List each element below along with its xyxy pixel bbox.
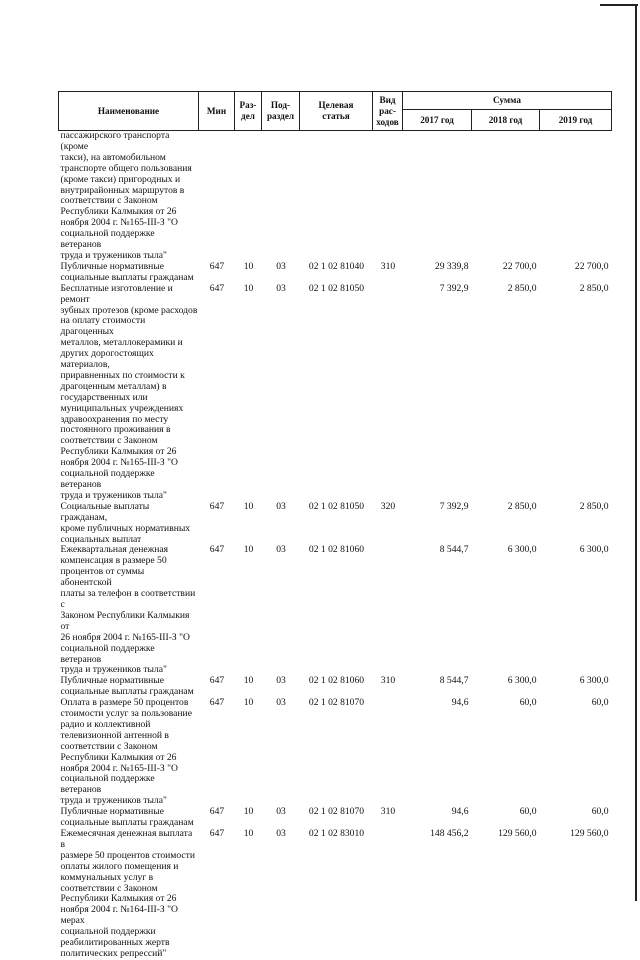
cell-2018: 2 850,0 [507,282,537,294]
cell-vid: 310 [380,806,396,818]
cell-2017: 148 456,2 [430,828,469,839]
budget-table [58,91,612,960]
cell-target: 02 1 02 81060 [308,675,365,687]
cell-min: 647 [209,806,225,818]
table-row [59,698,612,807]
cell-2019: 60,0 [591,806,609,818]
cell-min: 647 [209,260,225,272]
cell-vid [373,284,403,502]
header-podrazdel: Под- раздел [262,92,300,131]
cell-name: Ежеквартальная денежная компенсация в размере 50 процентов от суммы абонентской платы за телефон в соответствии с Законом Республики Калмыкия от 26 ноября 2004 г. №165-III-З "О социальной поддержке ветеранов труда и тружеников тыла" [60,544,196,676]
cell-vid [373,545,403,676]
header-target: Целевая статья [300,92,373,131]
table-row [59,262,612,284]
cell-vid [373,829,403,960]
cell-razdel: 10 [243,675,254,687]
table-row [59,284,612,502]
cell-podrazdel: 03 [276,697,286,709]
table-row [59,502,612,546]
cell-name: Публичные нормативные социальные выплаты гражданам [60,806,194,829]
cell-2017: 94,6 [451,697,469,709]
cell-2017: 94,6 [451,806,469,818]
table-header-row [59,92,612,110]
cell-2017: 7 392,9 [439,282,469,294]
cell-min: 647 [209,828,225,839]
cell-2017 [403,131,472,262]
cell-vid: 320 [380,500,396,512]
cell-razdel: 10 [243,500,254,512]
cell-podrazdel: 03 [276,675,286,687]
cell-2019: 6 300,0 [579,544,609,556]
cell-vid [373,131,403,262]
cell-podrazdel: 03 [276,544,286,556]
table-row [59,807,612,829]
cell-target [300,131,373,262]
cell-vid: 310 [380,675,396,687]
cell-target: 02 1 02 81060 [308,544,365,556]
cell-2019: 129 560,0 [570,828,609,839]
cell-podrazdel: 03 [276,500,286,512]
cell-2019: 60,0 [591,697,609,709]
cell-2018: 6 300,0 [507,544,537,556]
cell-target: 02 1 02 81040 [308,260,365,272]
header-2019: 2019 год [540,110,612,131]
cell-min: 647 [209,500,225,512]
cell-target: 02 1 02 81050 [308,500,365,512]
cell-razdel: 10 [243,544,254,556]
cell-name: Оплата в размере 50 процентов стоимости услуг за пользование радио и коллективной телевизионной антенной в соответствии с Законом Республики Калмыкия от 26 ноября 2004 г. №165-III-З "О социальной поддержке ветеранов труда и тружеников тыла" [60,697,192,807]
cell-podrazdel [262,131,300,262]
cell-2018: 60,0 [519,697,537,709]
cell-2019: 22 700,0 [574,260,609,272]
cell-name: Ежемесячная денежная выплата в размере 50 процентов стоимости оплаты жилого помещения и коммунальных услуг в соответствии с Законом Республики Калмыкия от 26 ноября 2004 г. №164-III-З "О мерах социальной поддержки реабилитированных жертв политических репрессий" [60,828,195,959]
cell-podrazdel: 03 [276,828,286,839]
cell-target: 02 1 02 81050 [308,282,365,294]
cell-2018 [472,131,540,262]
cell-name: Публичные нормативные социальные выплаты гражданам [60,675,194,698]
cell-target: 02 1 02 83010 [308,828,365,839]
cell-vid [373,698,403,807]
table-row [59,829,612,960]
cell-2018: 22 700,0 [502,260,537,272]
cell-2019: 6 300,0 [579,675,609,687]
cell-name: Публичные нормативные социальные выплаты гражданам [60,260,194,283]
header-2018: 2018 год [472,110,540,131]
cell-2019 [540,131,612,262]
cell-2017: 8 544,7 [439,675,469,687]
cell-2018: 6 300,0 [507,675,537,687]
cell-2018: 2 850,0 [507,500,537,512]
cell-target: 02 1 02 81070 [308,697,365,709]
table-row [59,545,612,676]
cell-name: пассажирского транспорта (кроме такси), на автомобильном транспорте общего пользования (кроме такси) пригородных и внутрирайонных маршрутов в соответствии с Законом Республики Калмыкия от 26 ноября 2004 г. №165-III-З "О социальной поддержке ветеранов труда и тружеников тыла" [60,130,192,261]
cell-razdel: 10 [243,260,254,272]
cell-min: 647 [209,544,225,556]
table-row [59,676,612,698]
header-name: Наименование [59,92,199,131]
cell-2017: 7 392,9 [439,500,469,512]
header-vid: Вид рас- ходов [373,92,403,131]
cell-podrazdel: 03 [276,806,286,818]
cell-name: Бесплатные изготовление и ремонт зубных протезов (кроме расходов на оплату стоимости драгоценных металлов, металлокерамики и других дорогостоящих материалов, приравненных по стоимости к драгоценным металлам) в государственных или муниципальных учреждениях здравоохранения по месту постоянного проживания в соответствии с Законом Республики Калмыкия от 26 ноября 2004 г. №165-III-З "О социальной поддержке ветеранов труда и тружеников тыла" [60,282,198,501]
header-sum: Сумма [403,92,612,110]
cell-min: 647 [209,675,225,687]
header-razdel: Раз- дел [235,92,262,131]
cell-min [199,131,235,262]
cell-min: 647 [209,697,225,709]
cell-podrazdel: 03 [276,260,286,272]
cell-2019: 2 850,0 [579,282,609,294]
table-row [59,131,612,262]
cell-2017: 29 339,8 [434,260,469,272]
cell-podrazdel: 03 [276,282,286,294]
cell-vid: 310 [380,260,396,272]
header-2017: 2017 год [403,110,472,131]
page-edge-top [600,4,638,6]
header-min: Мин [199,92,235,131]
cell-razdel [235,131,262,262]
cell-2017: 8 544,7 [439,544,469,556]
cell-2019: 2 850,0 [579,500,609,512]
cell-name: Социальные выплаты гражданам, кроме публичных нормативных социальных выплат [60,500,191,545]
cell-target: 02 1 02 81070 [308,806,365,818]
cell-min: 647 [209,282,225,294]
page-edge-right [635,4,637,901]
cell-2018: 129 560,0 [498,828,537,839]
cell-2018: 60,0 [519,806,537,818]
cell-razdel: 10 [243,828,254,839]
cell-razdel: 10 [243,697,254,709]
cell-razdel: 10 [243,282,254,294]
cell-razdel: 10 [243,806,254,818]
